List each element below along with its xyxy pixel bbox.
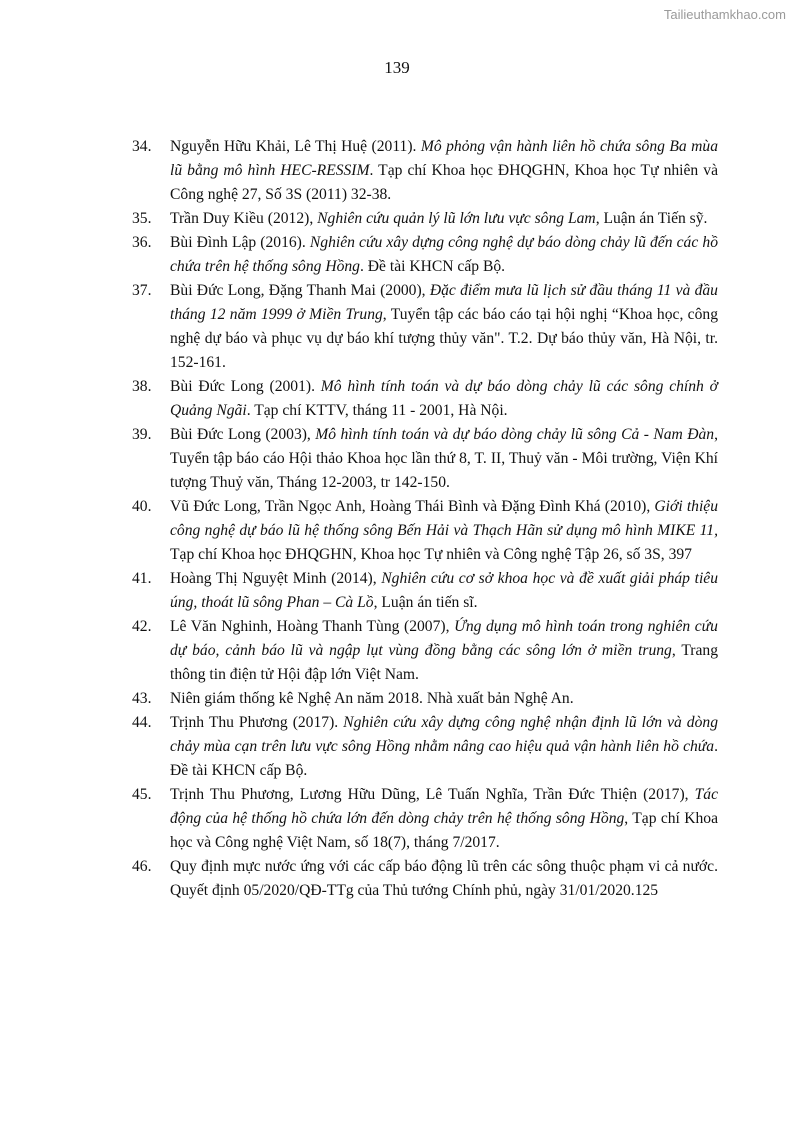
reference-text <box>170 231 718 279</box>
reference-number: 37. <box>132 282 152 299</box>
reference-authors: Nguyễn Hữu Khải, Lê Thị Huệ (2011). <box>170 138 421 155</box>
reference-source: , Trang thông tin điện tử Hội đập lớn Việt Nam. <box>170 642 718 683</box>
reference-authors: Bùi Đức Long, Đặng Thanh Mai (2000), <box>170 282 430 299</box>
reference-number: 35. <box>132 210 152 227</box>
reference-source: , Tuyển tập báo cáo Hội thảo Khoa học lần thứ 8, T. II, Thuỷ văn - Môi trường, Viện Khí tượng Thuỷ văn, Tháng 12-2003, tr 142-150. <box>170 426 718 491</box>
reference-number: 34. <box>132 138 152 155</box>
reference-source: . Đề tài KHCN cấp Bộ. <box>359 258 506 275</box>
reference-text <box>170 687 718 711</box>
reference-text <box>170 423 718 495</box>
reference-source: . Tạp chí Khoa học ĐHQGHN, Khoa học Tự nhiên và Công nghệ 27, Số 3S (2011) 32-38. <box>170 162 718 203</box>
reference-title: Nghiên cứu xây dựng công nghệ nhận định lũ lớn và dòng chảy mùa cạn trên lưu vực sông Hồng nhằm nâng cao hiệu quả vận hành liên hồ chứa <box>170 714 718 755</box>
reference-text <box>170 711 718 783</box>
reference-title: Đặc điểm mưa lũ lịch sử đầu tháng 11 và đầu tháng 12 năm 1999 ở Miền Trung <box>170 282 718 323</box>
reference-authors: Trịnh Thu Phương, Lương Hữu Dũng, Lê Tuấn Nghĩa, Trần Đức Thiện (2017), <box>170 786 695 803</box>
reference-text <box>170 375 718 423</box>
reference-number: 43. <box>132 690 152 707</box>
reference-authors: Hoàng Thị Nguyệt Minh (2014), <box>170 570 382 587</box>
watermark: Tailieuthamkhao.com <box>663 7 786 22</box>
reference-title: Mô phỏng vận hành liên hồ chứa sông Ba mùa lũ bằng mô hình HEC-RESSIM <box>170 138 718 179</box>
reference-item <box>132 135 718 207</box>
reference-title: Giới thiệu công nghệ dự báo lũ hệ thống sông Bến Hải và Thạch Hãn sử dụng mô hình MIKE 11, <box>170 498 718 539</box>
reference-text <box>170 279 718 375</box>
reference-source: . Đề tài KHCN cấp Bộ. <box>170 738 718 779</box>
reference-source: Tạp chí Khoa học ĐHQGHN, Khoa học Tự nhiên và Công nghệ Tập 26, số 3S, 397 <box>170 546 692 563</box>
reference-item <box>132 495 718 567</box>
reference-text <box>170 783 718 855</box>
reference-title: Mô hình tính toán và dự báo dòng chảy lũ sông Cả - Nam Đàn <box>315 426 715 443</box>
reference-authors: Quy định mực nước ứng với các cấp báo động lũ trên các sông thuộc phạm vi cả nước. Quyết định 05/2020/QĐ-TTg của Thủ tướng Chính phủ, ngày 31/01/2020.125 <box>170 858 718 899</box>
reference-item <box>132 279 718 375</box>
page-number: 139 <box>384 58 410 77</box>
reference-authors: Trịnh Thu Phương (2017). <box>170 714 344 731</box>
reference-source: , Tạp chí Khoa học và Công nghệ Việt Nam, số 18(7), tháng 7/2017. <box>170 810 718 851</box>
reference-number: 40. <box>132 498 152 515</box>
reference-item <box>132 783 718 855</box>
reference-number: 41. <box>132 570 152 587</box>
reference-authors: Bùi Đình Lập (2016). <box>170 234 310 251</box>
reference-text <box>170 135 718 207</box>
reference-text <box>170 207 718 231</box>
reference-authors: Bùi Đức Long (2001). <box>170 378 321 395</box>
reference-authors: Lê Văn Nghinh, Hoàng Thanh Tùng (2007), <box>170 618 455 635</box>
reference-text <box>170 615 718 687</box>
reference-title: Nghiên cứu cơ sở khoa học và đề xuất giải pháp tiêu úng, thoát lũ sông Phan – Cà Lồ <box>170 570 718 611</box>
reference-title: Nghiên cứu xây dựng công nghệ dự báo dòng chảy lũ đến các hồ chứa trên hệ thống sông Hồng <box>170 234 718 275</box>
reference-item <box>132 231 718 279</box>
reference-source: , Tuyển tập các báo cáo tại hội nghị “Khoa học, công nghệ dự báo và phục vụ dự báo khí tượng thủy văn". T.2. Dự báo thủy văn, Hà Nội, tr. 152-161. <box>170 306 718 371</box>
reference-title: Mô hình tính toán và dự báo dòng chảy lũ các sông chính ở Quảng Ngãi <box>170 378 718 419</box>
reference-number: 39. <box>132 426 152 443</box>
reference-authors: Trần Duy Kiều (2012), <box>170 210 318 227</box>
reference-text <box>170 855 718 903</box>
reference-item <box>132 423 718 495</box>
reference-source: . Tạp chí KTTV, tháng 11 - 2001, Hà Nội. <box>246 402 508 419</box>
reference-authors: Vũ Đức Long, Trần Ngọc Anh, Hoàng Thái Bình và Đặng Đình Khá (2010), <box>170 498 655 515</box>
reference-item <box>132 711 718 783</box>
reference-source: , Luận án Tiến sỹ. <box>595 210 708 227</box>
reference-title: Ứng dụng mô hình toán trong nghiên cứu dự báo, cảnh báo lũ và ngập lụt vùng đồng bằng các sông lớn ở miền trung <box>170 618 718 659</box>
reference-item <box>132 567 718 615</box>
reference-text <box>170 567 718 615</box>
reference-text <box>170 495 718 567</box>
reference-item <box>132 855 718 903</box>
reference-item <box>132 375 718 423</box>
reference-number: 38. <box>132 378 152 395</box>
reference-number: 44. <box>132 714 152 731</box>
reference-number: 45. <box>132 786 152 803</box>
reference-source: , Luận án tiến sĩ. <box>373 594 478 611</box>
reference-number: 46. <box>132 858 152 875</box>
reference-item <box>132 615 718 687</box>
reference-item <box>132 207 718 231</box>
reference-title: Tác động của hệ thống hồ chứa lớn đến dòng chảy trên hệ thống sông Hồng <box>170 786 718 827</box>
reference-title: Nghiên cứu quản lý lũ lớn lưu vực sông Lam <box>317 210 596 227</box>
reference-number: 42. <box>132 618 152 635</box>
reference-authors: Niên giám thống kê Nghệ An năm 2018. Nhà xuất bản Nghệ An. <box>170 690 574 707</box>
reference-list <box>132 135 718 903</box>
reference-item <box>132 687 718 711</box>
reference-authors: Bùi Đức Long (2003), <box>170 426 316 443</box>
reference-number: 36. <box>132 234 152 251</box>
